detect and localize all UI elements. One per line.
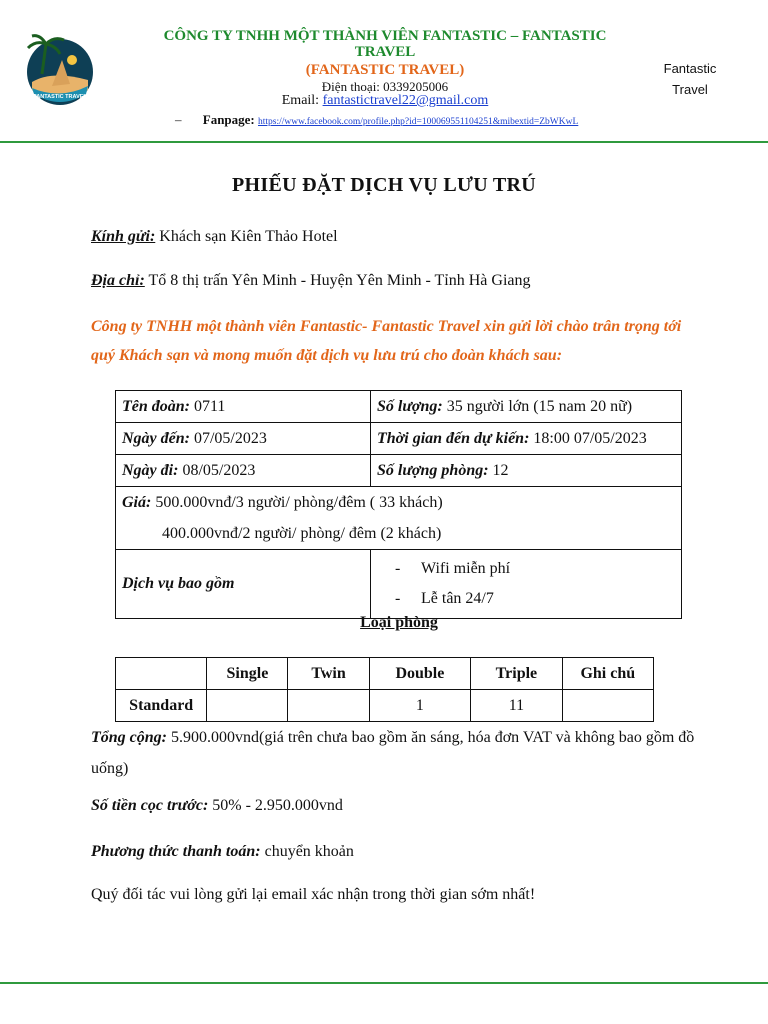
services-list [371, 550, 681, 618]
triple-cell: 11 [471, 690, 562, 722]
address-label: Địa chỉ: [91, 272, 145, 289]
table-row [116, 550, 682, 619]
total-value: 5.900.000vnd(giá trên chưa bao gồm ăn sáng, hóa đơn VAT và không bao gồm đồ uống) [91, 729, 695, 777]
closing-line: Quý đối tác vui lòng gửi lại email xác nhận trong thời gian sớm nhất! [91, 886, 536, 903]
rooms-label: Số lượng phòng: [377, 461, 489, 479]
table-row [116, 690, 654, 722]
fanpage-link[interactable]: https://www.facebook.com/profile.php?id=100069551104251&mibextid=ZbWKwL [258, 117, 579, 127]
departure-label: Ngày đi: [122, 461, 179, 479]
fanpage-bullet: – [175, 112, 182, 127]
price-line-2: 400.000vnđ/2 người/ phòng/ đêm (2 khách) [162, 525, 442, 542]
company-short-name: (FANTASTIC TRAVEL) [305, 62, 465, 78]
price-label: Giá: [122, 494, 152, 511]
departure-value: 08/05/2023 [178, 461, 256, 479]
email-label: Email: [281, 93, 320, 108]
table-row [116, 391, 682, 423]
company-name: CÔNG TY TNHH MỘT THÀNH VIÊN FANTASTIC – FANTASTIC TRAVEL [163, 28, 607, 60]
email-link[interactable]: fantastictravel22@gmail.com [322, 93, 489, 108]
eta-cell [371, 423, 682, 455]
deposit-line [91, 797, 343, 815]
column-header: Ghi chú [562, 658, 653, 690]
column-header: Triple [471, 658, 562, 690]
total-paragraph [91, 722, 721, 784]
payment-value: chuyển khoản [260, 843, 354, 860]
group-value: 0711 [190, 397, 226, 415]
eta-value: 18:00 07/05/2023 [529, 429, 647, 447]
price-cell [116, 487, 682, 550]
price-line-1 [122, 487, 675, 518]
brand-right [650, 58, 730, 100]
group-cell [116, 391, 371, 423]
fanpage-label: Fanpage: [202, 112, 255, 127]
arrival-label: Ngày đến: [122, 429, 190, 447]
services-label-cell [116, 550, 371, 619]
arrival-cell [116, 423, 371, 455]
address-value: Tổ 8 thị trấn Yên Minh - Huyện Yên Minh - Tỉnh Hà Giang [144, 272, 531, 289]
twin-cell [288, 690, 369, 722]
address-line [91, 272, 531, 290]
recipient-value: Khách sạn Kiên Thảo Hotel [155, 228, 338, 245]
services-list-cell [371, 550, 682, 619]
brand-right-line-1: Fantastic [663, 61, 717, 76]
room-type-cell: Standard [116, 690, 207, 722]
column-header: Twin [288, 658, 369, 690]
company-logo [22, 30, 98, 112]
document-title: PHIẾU ĐẶT DỊCH VỤ LƯU TRÚ [231, 174, 537, 196]
rooms-cell [371, 455, 682, 487]
payment-line [91, 843, 354, 861]
payment-label: Phương thức thanh toán: [91, 843, 261, 860]
quantity-cell [371, 391, 682, 423]
arrival-value: 07/05/2023 [189, 429, 267, 447]
table-row [116, 423, 682, 455]
service-item: - Lễ tân 24/7 [395, 584, 681, 614]
intro-paragraph: Công ty TNHH một thành viên Fantastic- Fantastic Travel xin gửi lời chào trân trọng tới quý Khách sạn và mong muốn đặt dịch vụ lưu trú cho đoàn khách sau: [91, 318, 682, 364]
brand-right-line-2: Travel [672, 82, 708, 97]
column-header [116, 658, 207, 690]
fanpage-line [175, 112, 578, 128]
single-cell [207, 690, 288, 722]
booking-info-table [115, 390, 682, 619]
quantity-value: 35 người lớn (15 nam 20 nữ) [442, 397, 633, 415]
double-cell: 1 [369, 690, 471, 722]
departure-cell [116, 455, 371, 487]
table-row [116, 455, 682, 487]
note-cell [562, 690, 653, 722]
logo-text: FANTASTIC TRAVEL [33, 94, 87, 100]
deposit-label: Số tiền cọc trước: [91, 797, 209, 814]
total-label: Tổng cộng: [91, 729, 167, 746]
room-types-heading: Loại phòng [360, 614, 438, 631]
table-header-row [116, 658, 654, 690]
services-label: Dịch vụ bao gồm [122, 575, 235, 592]
price-value-1: 500.000vnđ/3 người/ phòng/đêm ( 33 khách) [151, 494, 443, 511]
company-email-line [155, 93, 615, 109]
eta-label: Thời gian đến dự kiến: [377, 429, 530, 447]
service-item: - Wifi miễn phí [395, 554, 681, 584]
group-label: Tên đoàn: [122, 397, 190, 415]
rooms-value: 12 [488, 461, 509, 479]
room-types-table [115, 657, 654, 722]
company-phone: Điện thoại: 0339205006 [321, 79, 449, 94]
footer-divider [0, 982, 768, 984]
table-row [116, 487, 682, 550]
recipient-label: Kính gửi: [91, 228, 156, 245]
recipient-line [91, 228, 338, 246]
deposit-value: 50% - 2.950.000vnd [208, 797, 343, 814]
column-header: Double [369, 658, 471, 690]
header-divider [0, 141, 768, 143]
quantity-label: Số lượng: [377, 397, 443, 415]
column-header: Single [207, 658, 288, 690]
